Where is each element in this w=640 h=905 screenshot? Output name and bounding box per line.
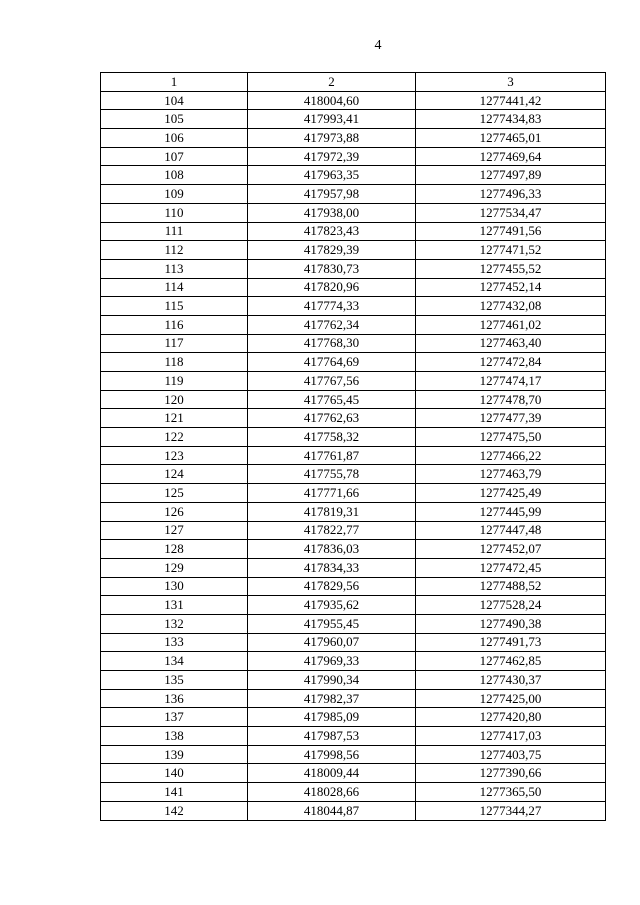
cell-x-coordinate: 417829,56 xyxy=(248,577,416,596)
cell-point-number: 115 xyxy=(101,297,248,316)
cell-x-coordinate: 417938,00 xyxy=(248,203,416,222)
cell-x-coordinate: 417957,98 xyxy=(248,185,416,204)
cell-y-coordinate: 1277344,27 xyxy=(416,801,606,820)
cell-x-coordinate: 417972,39 xyxy=(248,147,416,166)
cell-x-coordinate: 417998,56 xyxy=(248,745,416,764)
table-row xyxy=(101,484,606,503)
cell-x-coordinate: 417774,33 xyxy=(248,297,416,316)
cell-point-number: 125 xyxy=(101,484,248,503)
cell-point-number: 123 xyxy=(101,446,248,465)
table-row xyxy=(101,147,606,166)
cell-y-coordinate: 1277420,80 xyxy=(416,708,606,727)
table-row xyxy=(101,540,606,559)
cell-y-coordinate: 1277463,79 xyxy=(416,465,606,484)
cell-point-number: 104 xyxy=(101,91,248,110)
table-row xyxy=(101,259,606,278)
table-row xyxy=(101,241,606,260)
cell-y-coordinate: 1277441,42 xyxy=(416,91,606,110)
cell-y-coordinate: 1277490,38 xyxy=(416,614,606,633)
cell-y-coordinate: 1277496,33 xyxy=(416,185,606,204)
cell-x-coordinate: 417963,35 xyxy=(248,166,416,185)
cell-x-coordinate: 417935,62 xyxy=(248,596,416,615)
cell-x-coordinate: 417771,66 xyxy=(248,484,416,503)
cell-x-coordinate: 417762,34 xyxy=(248,315,416,334)
cell-point-number: 112 xyxy=(101,241,248,260)
cell-point-number: 136 xyxy=(101,689,248,708)
table-row xyxy=(101,203,606,222)
cell-point-number: 137 xyxy=(101,708,248,727)
cell-x-coordinate: 417990,34 xyxy=(248,671,416,690)
cell-x-coordinate: 417955,45 xyxy=(248,614,416,633)
table-row xyxy=(101,577,606,596)
table-row xyxy=(101,390,606,409)
table-row xyxy=(101,91,606,110)
cell-y-coordinate: 1277465,01 xyxy=(416,129,606,148)
table-row xyxy=(101,428,606,447)
cell-x-coordinate: 417755,78 xyxy=(248,465,416,484)
cell-point-number: 117 xyxy=(101,334,248,353)
cell-x-coordinate: 417819,31 xyxy=(248,502,416,521)
cell-x-coordinate: 417830,73 xyxy=(248,259,416,278)
cell-x-coordinate: 418028,66 xyxy=(248,783,416,802)
cell-y-coordinate: 1277447,48 xyxy=(416,521,606,540)
cell-y-coordinate: 1277461,02 xyxy=(416,315,606,334)
cell-point-number: 139 xyxy=(101,745,248,764)
table-row xyxy=(101,315,606,334)
cell-x-coordinate: 417834,33 xyxy=(248,558,416,577)
cell-y-coordinate: 1277445,99 xyxy=(416,502,606,521)
cell-x-coordinate: 417823,43 xyxy=(248,222,416,241)
cell-y-coordinate: 1277463,40 xyxy=(416,334,606,353)
cell-point-number: 130 xyxy=(101,577,248,596)
cell-y-coordinate: 1277491,56 xyxy=(416,222,606,241)
cell-y-coordinate: 1277425,49 xyxy=(416,484,606,503)
cell-y-coordinate: 1277488,52 xyxy=(416,577,606,596)
table-row xyxy=(101,745,606,764)
cell-x-coordinate: 417758,32 xyxy=(248,428,416,447)
cell-point-number: 134 xyxy=(101,652,248,671)
table-row xyxy=(101,727,606,746)
cell-y-coordinate: 1277434,83 xyxy=(416,110,606,129)
cell-point-number: 107 xyxy=(101,147,248,166)
cell-point-number: 114 xyxy=(101,278,248,297)
cell-point-number: 127 xyxy=(101,521,248,540)
column-header-point-number: 1 xyxy=(101,73,248,92)
page-number: 4 xyxy=(374,38,382,53)
table-row xyxy=(101,708,606,727)
table-row xyxy=(101,521,606,540)
cell-point-number: 131 xyxy=(101,596,248,615)
cell-point-number: 109 xyxy=(101,185,248,204)
table-row xyxy=(101,409,606,428)
cell-point-number: 110 xyxy=(101,203,248,222)
table-row xyxy=(101,596,606,615)
cell-x-coordinate: 417982,37 xyxy=(248,689,416,708)
cell-point-number: 118 xyxy=(101,353,248,372)
cell-point-number: 111 xyxy=(101,222,248,241)
column-header-y-coordinate: 3 xyxy=(416,73,606,92)
cell-point-number: 106 xyxy=(101,129,248,148)
table-row xyxy=(101,558,606,577)
cell-x-coordinate: 417765,45 xyxy=(248,390,416,409)
cell-y-coordinate: 1277455,52 xyxy=(416,259,606,278)
cell-y-coordinate: 1277472,84 xyxy=(416,353,606,372)
cell-point-number: 141 xyxy=(101,783,248,802)
cell-y-coordinate: 1277462,85 xyxy=(416,652,606,671)
cell-x-coordinate: 417764,69 xyxy=(248,353,416,372)
cell-point-number: 120 xyxy=(101,390,248,409)
table-row xyxy=(101,185,606,204)
table-row xyxy=(101,614,606,633)
cell-y-coordinate: 1277475,50 xyxy=(416,428,606,447)
cell-y-coordinate: 1277452,14 xyxy=(416,278,606,297)
column-header-x-coordinate: 2 xyxy=(248,73,416,92)
cell-point-number: 132 xyxy=(101,614,248,633)
cell-y-coordinate: 1277491,73 xyxy=(416,633,606,652)
cell-x-coordinate: 417768,30 xyxy=(248,334,416,353)
cell-y-coordinate: 1277472,45 xyxy=(416,558,606,577)
cell-y-coordinate: 1277528,24 xyxy=(416,596,606,615)
table-header-row xyxy=(101,73,606,92)
cell-x-coordinate: 417761,87 xyxy=(248,446,416,465)
cell-point-number: 105 xyxy=(101,110,248,129)
cell-x-coordinate: 418044,87 xyxy=(248,801,416,820)
table-row xyxy=(101,110,606,129)
cell-x-coordinate: 417985,09 xyxy=(248,708,416,727)
table-row xyxy=(101,353,606,372)
cell-x-coordinate: 417836,03 xyxy=(248,540,416,559)
cell-point-number: 122 xyxy=(101,428,248,447)
coordinates-table xyxy=(100,72,606,821)
cell-point-number: 116 xyxy=(101,315,248,334)
cell-y-coordinate: 1277478,70 xyxy=(416,390,606,409)
cell-x-coordinate: 417762,63 xyxy=(248,409,416,428)
cell-y-coordinate: 1277365,50 xyxy=(416,783,606,802)
table-body xyxy=(101,91,606,820)
cell-y-coordinate: 1277425,00 xyxy=(416,689,606,708)
cell-point-number: 113 xyxy=(101,259,248,278)
table-row xyxy=(101,334,606,353)
cell-point-number: 126 xyxy=(101,502,248,521)
table-row xyxy=(101,372,606,391)
cell-x-coordinate: 417829,39 xyxy=(248,241,416,260)
table-row xyxy=(101,801,606,820)
table-row xyxy=(101,783,606,802)
table-row xyxy=(101,222,606,241)
table-row xyxy=(101,689,606,708)
cell-y-coordinate: 1277477,39 xyxy=(416,409,606,428)
cell-x-coordinate: 418004,60 xyxy=(248,91,416,110)
table-row xyxy=(101,502,606,521)
cell-point-number: 119 xyxy=(101,372,248,391)
cell-y-coordinate: 1277390,66 xyxy=(416,764,606,783)
cell-x-coordinate: 418009,44 xyxy=(248,764,416,783)
cell-y-coordinate: 1277469,64 xyxy=(416,147,606,166)
cell-point-number: 108 xyxy=(101,166,248,185)
cell-y-coordinate: 1277471,52 xyxy=(416,241,606,260)
table-row xyxy=(101,671,606,690)
cell-x-coordinate: 417822,77 xyxy=(248,521,416,540)
table-row xyxy=(101,297,606,316)
table-row xyxy=(101,129,606,148)
table-row xyxy=(101,633,606,652)
table-row xyxy=(101,166,606,185)
cell-y-coordinate: 1277432,08 xyxy=(416,297,606,316)
cell-y-coordinate: 1277452,07 xyxy=(416,540,606,559)
cell-x-coordinate: 417969,33 xyxy=(248,652,416,671)
table-row xyxy=(101,278,606,297)
cell-y-coordinate: 1277403,75 xyxy=(416,745,606,764)
cell-point-number: 129 xyxy=(101,558,248,577)
cell-x-coordinate: 417987,53 xyxy=(248,727,416,746)
cell-x-coordinate: 417820,96 xyxy=(248,278,416,297)
cell-point-number: 138 xyxy=(101,727,248,746)
cell-y-coordinate: 1277430,37 xyxy=(416,671,606,690)
cell-point-number: 135 xyxy=(101,671,248,690)
cell-x-coordinate: 417993,41 xyxy=(248,110,416,129)
cell-point-number: 140 xyxy=(101,764,248,783)
cell-point-number: 128 xyxy=(101,540,248,559)
cell-x-coordinate: 417767,56 xyxy=(248,372,416,391)
cell-point-number: 142 xyxy=(101,801,248,820)
cell-y-coordinate: 1277466,22 xyxy=(416,446,606,465)
cell-y-coordinate: 1277417,03 xyxy=(416,727,606,746)
cell-x-coordinate: 417973,88 xyxy=(248,129,416,148)
cell-y-coordinate: 1277534,47 xyxy=(416,203,606,222)
cell-point-number: 133 xyxy=(101,633,248,652)
cell-x-coordinate: 417960,07 xyxy=(248,633,416,652)
table-row xyxy=(101,446,606,465)
cell-point-number: 124 xyxy=(101,465,248,484)
table-row xyxy=(101,652,606,671)
table-row xyxy=(101,764,606,783)
cell-y-coordinate: 1277474,17 xyxy=(416,372,606,391)
cell-y-coordinate: 1277497,89 xyxy=(416,166,606,185)
table-row xyxy=(101,465,606,484)
cell-point-number: 121 xyxy=(101,409,248,428)
